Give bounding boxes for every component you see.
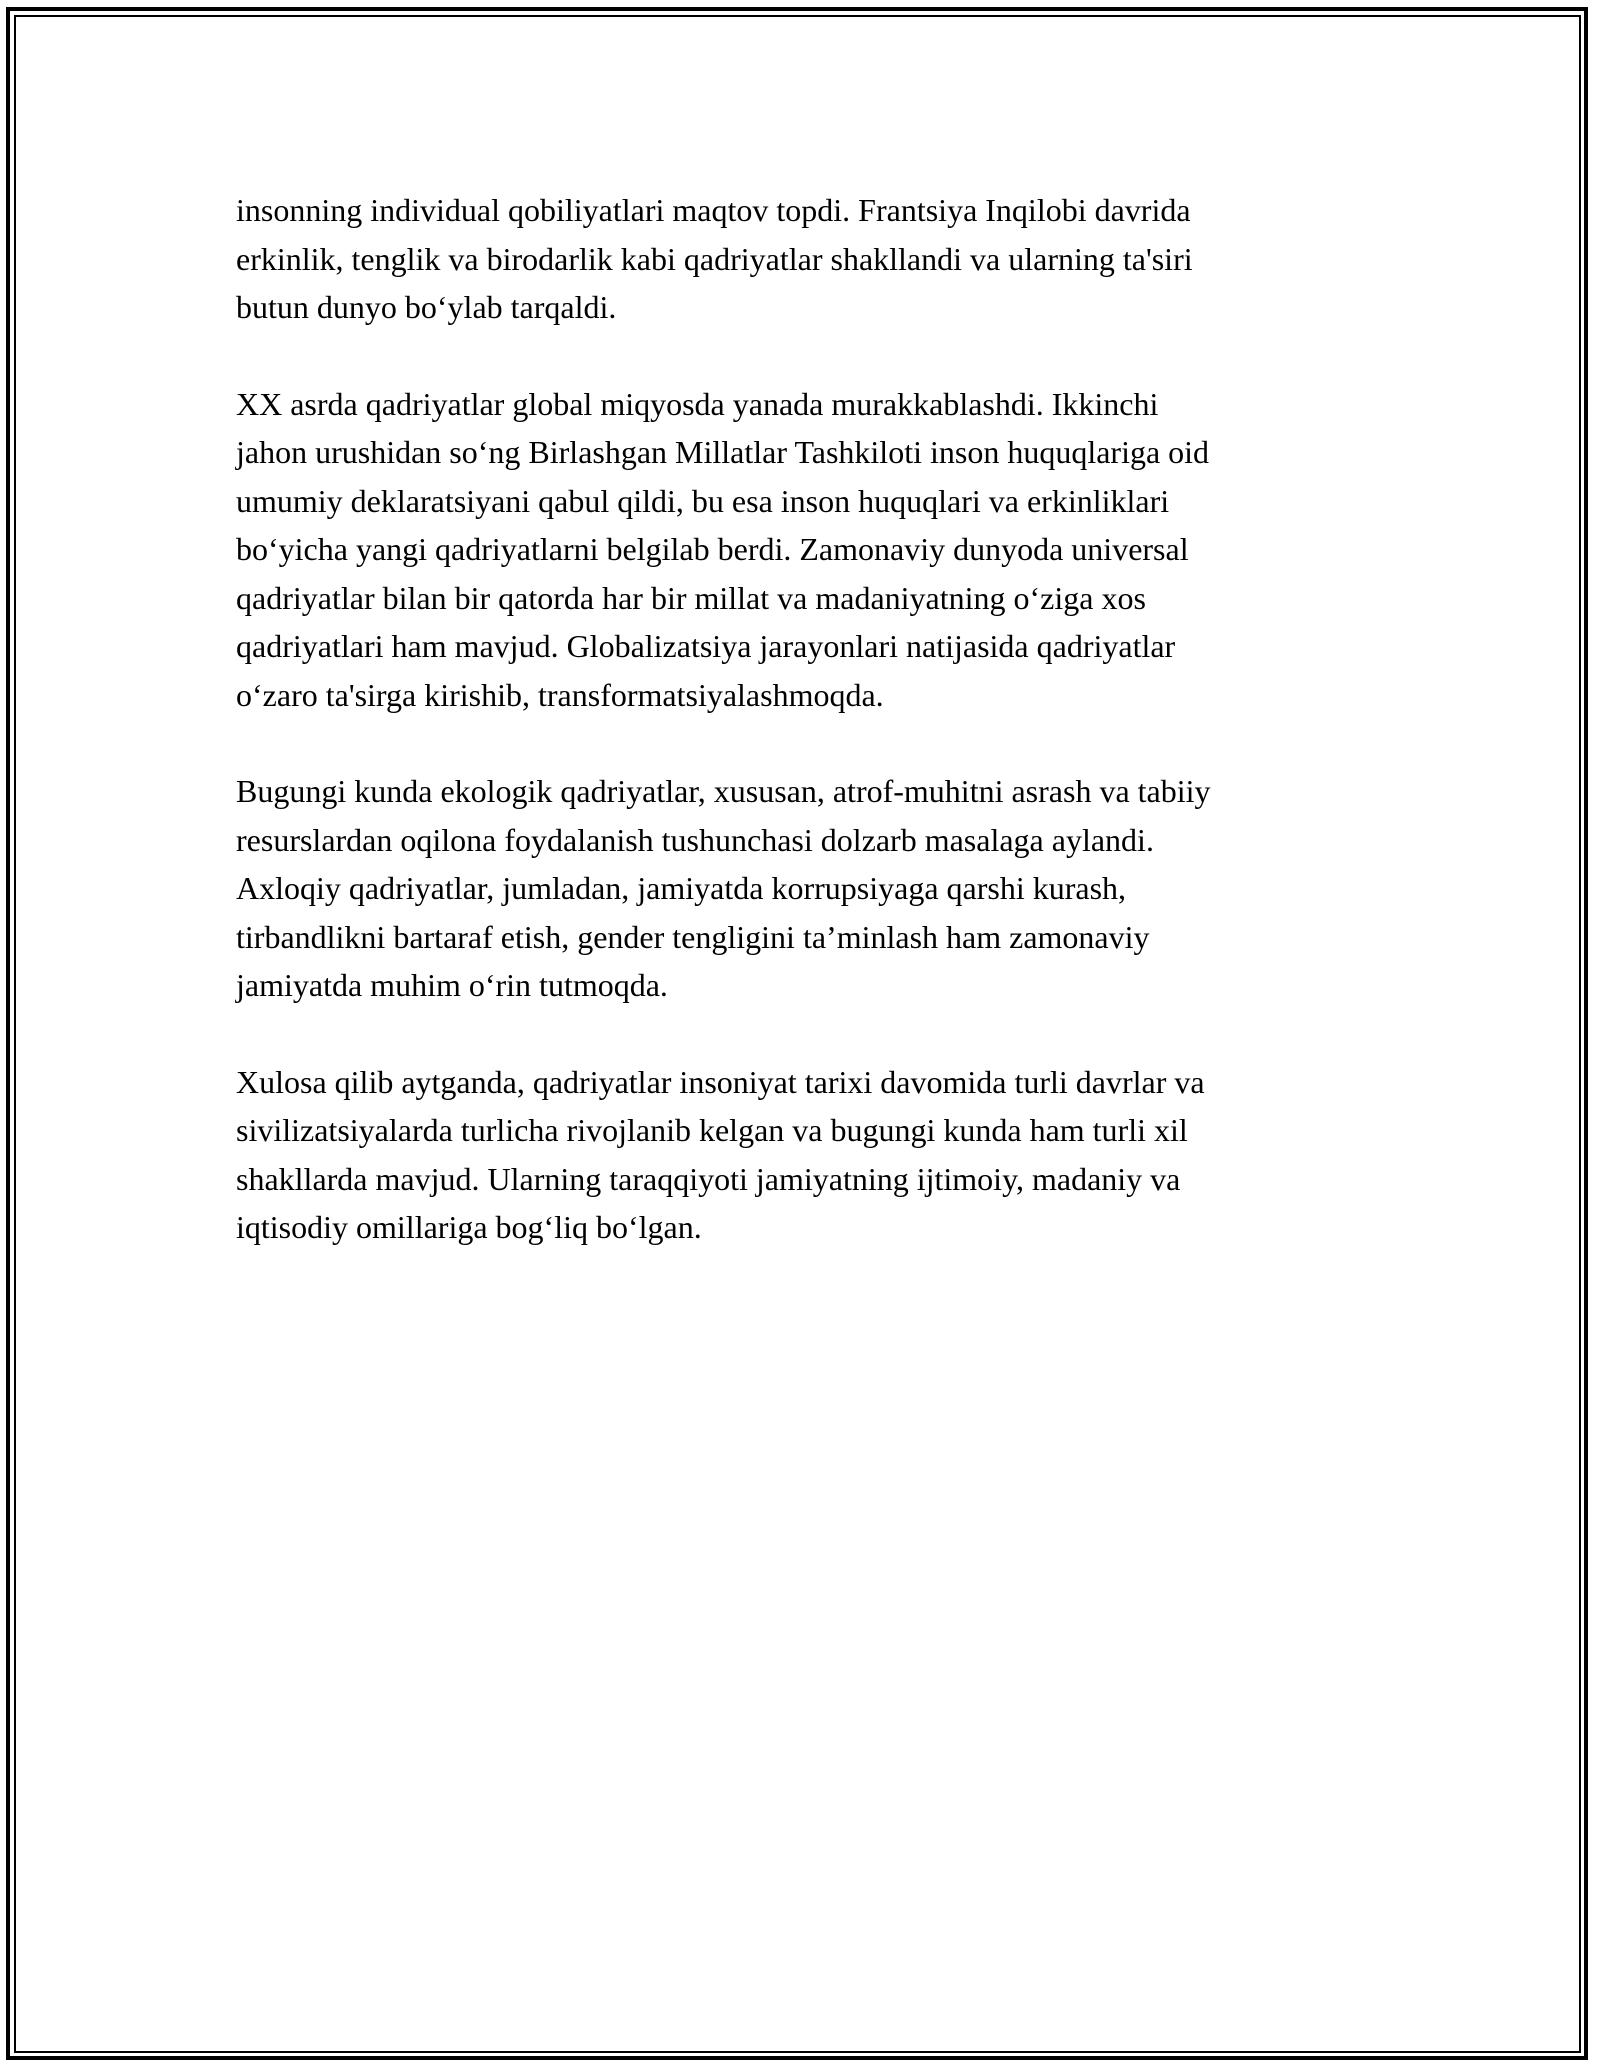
text-line: Axloqiy qadriyatlar, jumladan, jamiyatda korrupsiyaga qarshi kurash, — [236, 870, 1127, 906]
text-line: butun dunyo bo‘ylab tarqaldi. — [236, 289, 617, 325]
paragraph-2 — [236, 380, 1366, 720]
text-line: o‘zaro ta'sirga kirishib, transformatsiyalashmoqda. — [236, 676, 884, 713]
text-line: XX asrda qadriyatlar global miqyosda yanada murakkablashdi. Ikkinchi — [236, 385, 1159, 422]
document-body — [236, 186, 1366, 1252]
text-line: jamiyatda muhim o‘rin tutmoqda. — [236, 967, 668, 1003]
text-line: bo‘yicha yangi qadriyatlarni belgilab berdi. Zamonaviy dunyoda universal — [236, 531, 1189, 567]
text-line: iqtisodiy omillariga bog‘liq bo‘lgan. — [236, 1209, 702, 1245]
text-line: qadriyatlari ham mavjud. Globalizatsiya jarayonlari natijasida qadriyatlar — [236, 628, 1176, 664]
text-line: sivilizatsiyalarda turlicha rivojlanib kelgan va bugungi kunda ham turli xil — [236, 1112, 1188, 1148]
text-line: shakllarda mavjud. Ularning taraqqiyoti jamiyatning ijtimoiy, madaniy va — [236, 1160, 1181, 1197]
text-line: resurslardan oqilona foydalanish tushunchasi dolzarb masalaga aylandi. — [236, 821, 1154, 858]
text-line: qadriyatlar bilan bir qatorda har bir millat va madaniyatning o‘ziga xos — [236, 579, 1146, 616]
text-line: Xulosa qilib aytganda, qadriyatlar insoniyat tarixi davomida turli davrlar va — [236, 1063, 1205, 1100]
paragraph-1 — [236, 186, 1366, 332]
text-line: Bugungi kunda ekologik qadriyatlar, xususan, atrof-muhitni asrash va tabiiy — [236, 773, 1211, 809]
text-line: jahon urushidan so‘ng Birlashgan Millatlar Tashkiloti inson huquqlariga oid — [236, 434, 1210, 470]
paragraph-4 — [236, 1058, 1366, 1252]
text-line: insonning individual qobiliyatlari maqtov topdi. Frantsiya Inqilobi davrida — [236, 192, 1191, 228]
paragraph-3 — [236, 767, 1366, 1010]
text-line: erkinlik, tenglik va birodarlik kabi qadriyatlar shakllandi va ularning ta'siri — [236, 240, 1193, 277]
text-line: tirbandlikni bartaraf etish, gender tengligini ta’minlash ham zamonaviy — [236, 918, 1150, 955]
text-line: umumiy deklaratsiyani qabul qildi, bu esa inson huquqlari va erkinliklari — [236, 482, 1170, 519]
